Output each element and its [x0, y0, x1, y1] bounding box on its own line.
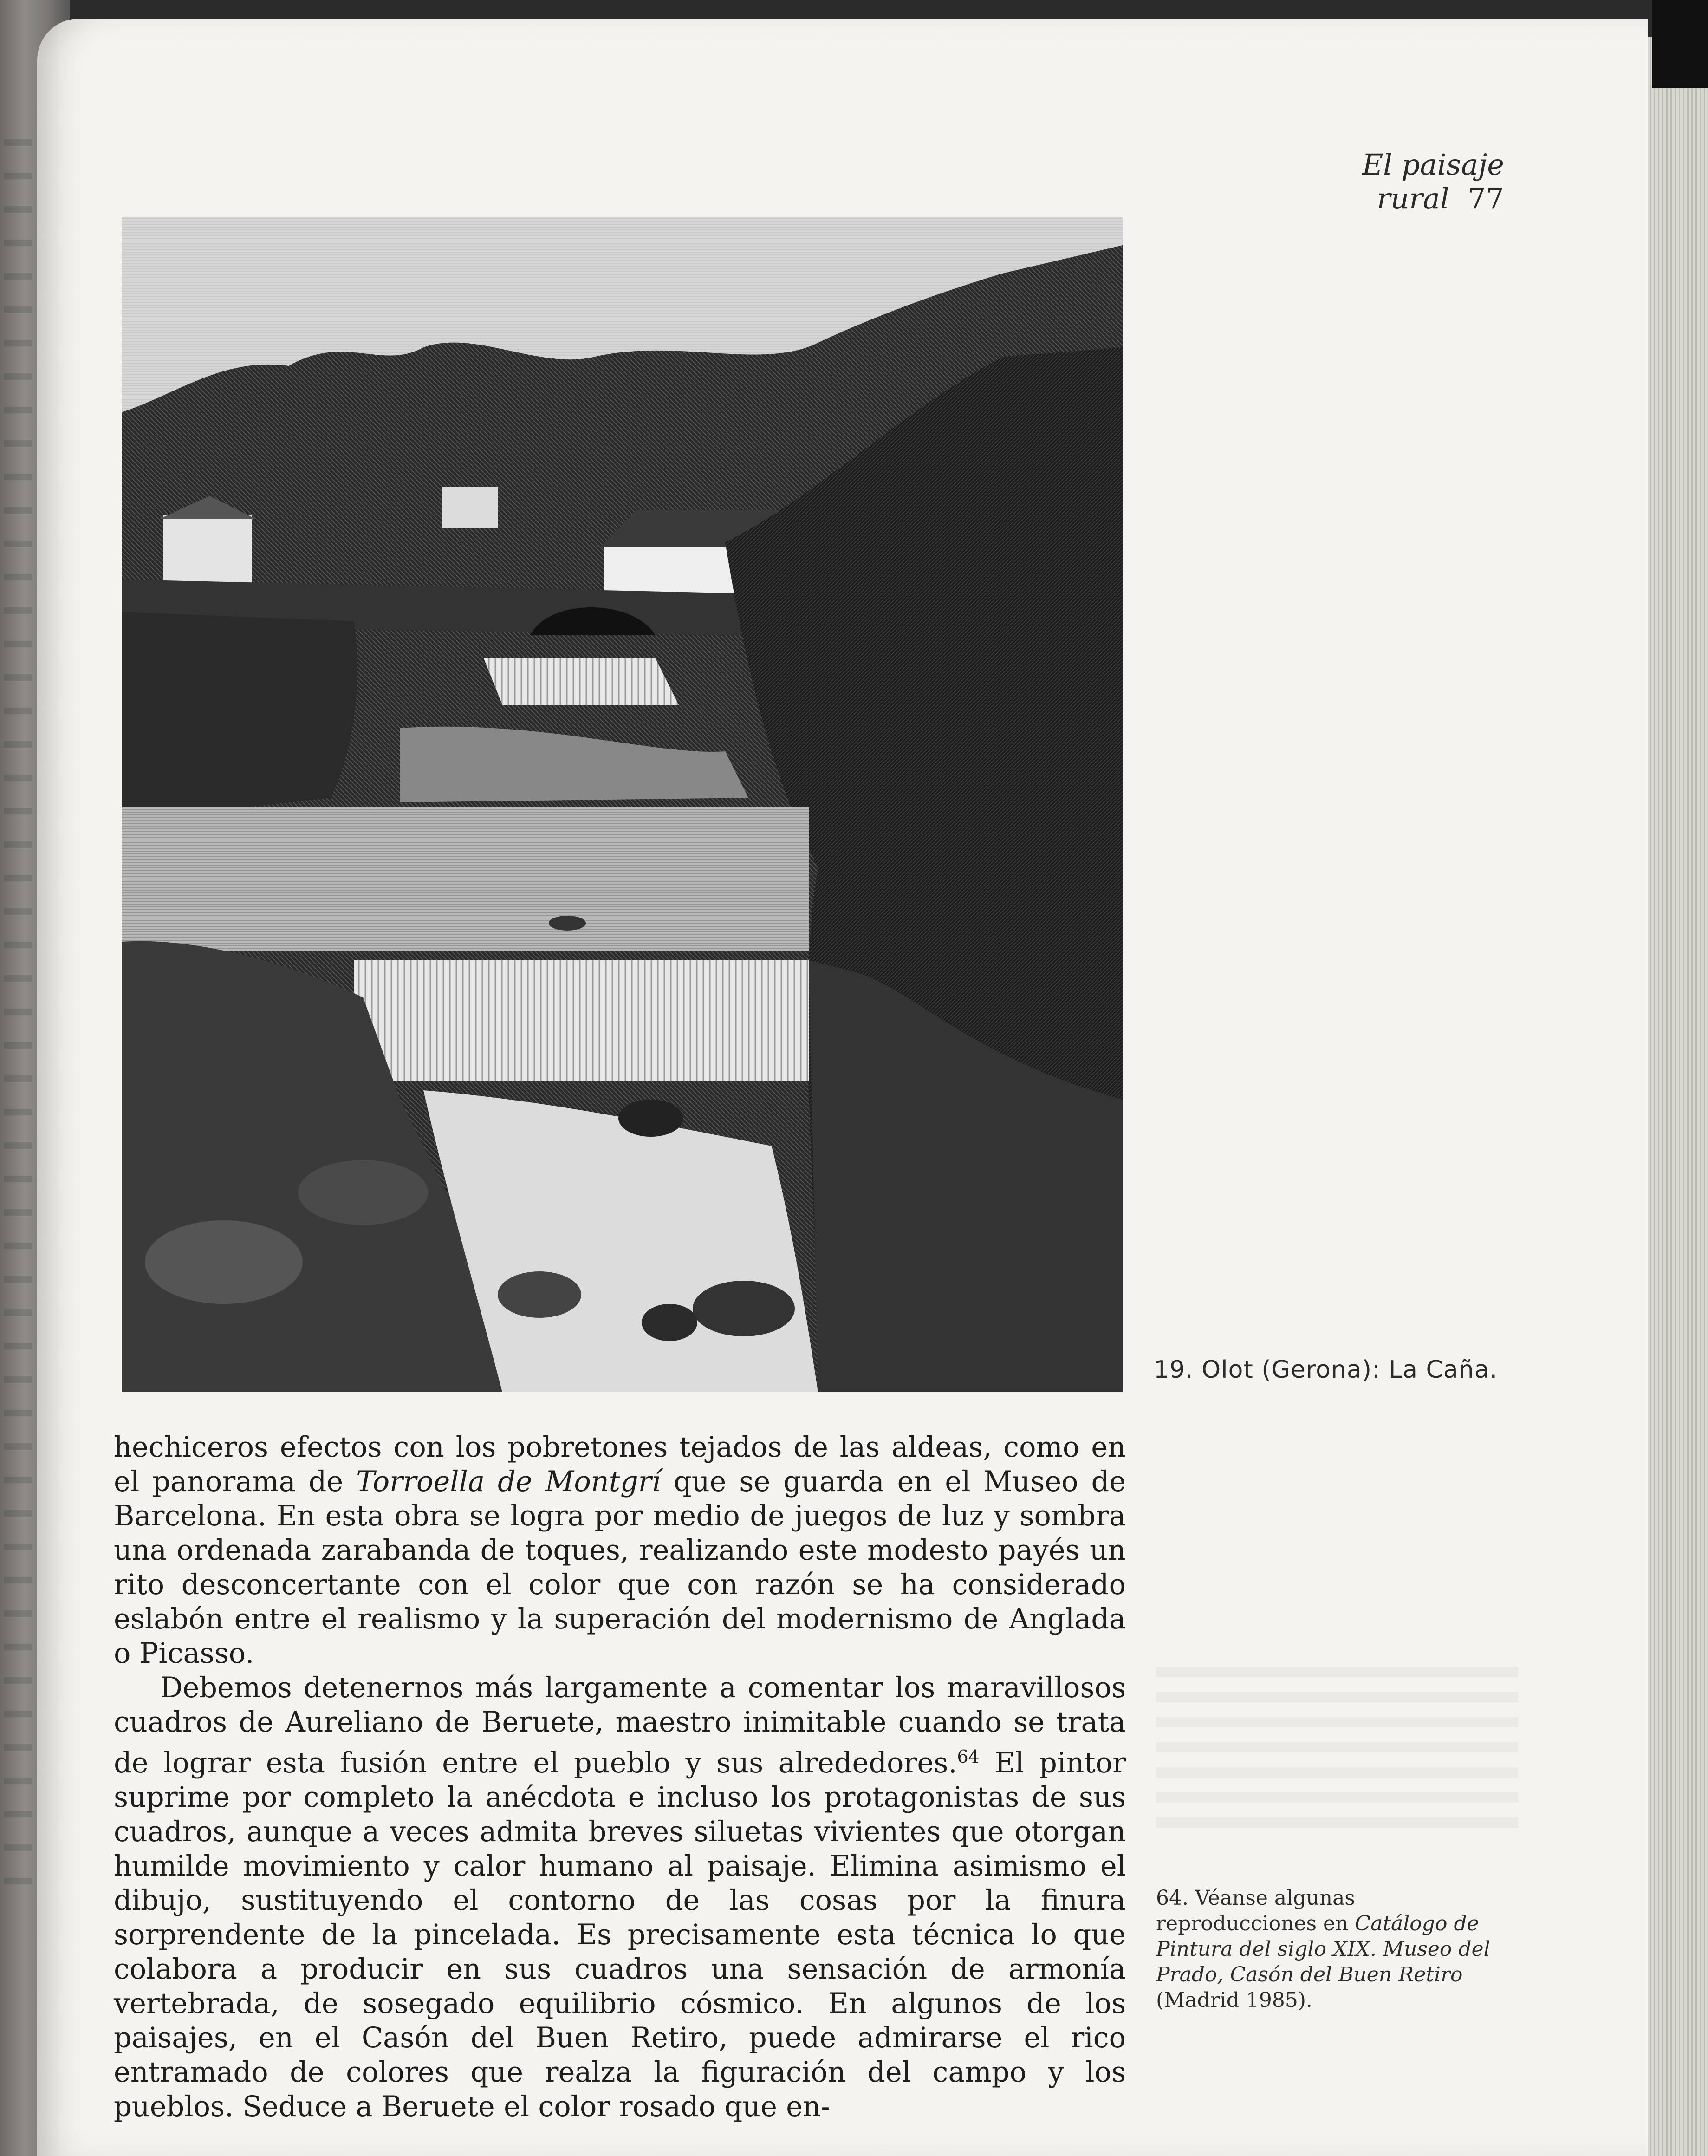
- body-text: [114, 1430, 1126, 2124]
- pool-rock: [549, 916, 586, 931]
- paragraph-1-text-a: hechiceros efectos con los pobretones tejados de las aldeas, como en el panorama de: [114, 1431, 1126, 1498]
- bleed-through-text: [1156, 1667, 1518, 1834]
- book-cover-corner: [1652, 0, 1708, 88]
- footnote-text-a: Véanse algunas reproducciones en: [1156, 1886, 1355, 1935]
- running-header: [1263, 148, 1504, 215]
- engraving-illustration: [122, 217, 1123, 1392]
- pool: [122, 807, 809, 951]
- upper-falls: [484, 658, 679, 705]
- footnote-number: 64.: [1156, 1886, 1188, 1910]
- figure-caption: 19. Olot (Gerona): La Caña.: [1154, 1356, 1498, 1384]
- facing-page-text: [4, 139, 32, 1904]
- paragraph-2-text-b: El pintor suprime por completo la anécdota e incluso los protagonistas de sus cuadros, aunque a veces admita breves siluetas vivientes que otorgan humilde movimiento y calor humano al paisaje. Elimina asimismo el dibujo, sustituyendo el contorno de las cosas por la finura sorprendente de la pincelada. Es precisamente esta técnica lo que colabora a producir en sus cuadros una sensación de armonía vertebrada, de sosegado equilibrio cósmico. En algunos de los paisajes, en el Casón del Buen Retiro, puede admirarse el rico entramado de colores que realza la figuración del campo y los pueblos. Seduce a Beruete el color rosado que en-: [114, 1747, 1126, 2123]
- engraving-svg: [122, 217, 1123, 1392]
- paragraph-1-text-b: que se guarda en el Museo de Barcelona. En esta obra se logra por medio de juegos de luz y sombra una ordenada zarabanda de toques, realizando este modesto payés un rito desconcertante con el color que con razón se ha considerado eslabón entre el realismo y la superación del modernismo de Anglada o Picasso.: [114, 1466, 1126, 1670]
- rock-5: [693, 1281, 795, 1336]
- rock-4: [618, 1100, 683, 1137]
- rock-3: [498, 1271, 581, 1318]
- paragraph-2-text-a: Debemos detenernos más largamente a comentar los maravillosos cuadros de Aureliano de Beruete, maestro inimitable cuando se trata de lograr esta fusión entre el pueblo y sus alrededores.: [114, 1672, 1126, 1780]
- paragraph-1: [114, 1430, 1126, 1671]
- footnote: [1156, 1885, 1518, 2013]
- footnote-ref: 64: [957, 1746, 980, 1767]
- lower-waterfall: [354, 960, 809, 1081]
- paragraph-2: [114, 1671, 1126, 2124]
- footnote-italic: Catálogo de Pintura del siglo XIX. Museo del Prado, Casón del Buen Retiro: [1156, 1912, 1490, 1987]
- paragraph-1-italic: Torroella de Montgrí: [356, 1466, 661, 1498]
- rock-6: [642, 1304, 697, 1341]
- left-bank: [122, 612, 357, 821]
- header-title: El paisaje rural: [1362, 148, 1504, 215]
- small-house: [442, 487, 498, 528]
- rock-2: [298, 1160, 428, 1225]
- page-number: 77: [1468, 182, 1504, 215]
- rock-1: [145, 1220, 303, 1304]
- page-edges: [1638, 37, 1708, 2156]
- footnote-text-b: (Madrid 1985).: [1156, 1988, 1313, 2012]
